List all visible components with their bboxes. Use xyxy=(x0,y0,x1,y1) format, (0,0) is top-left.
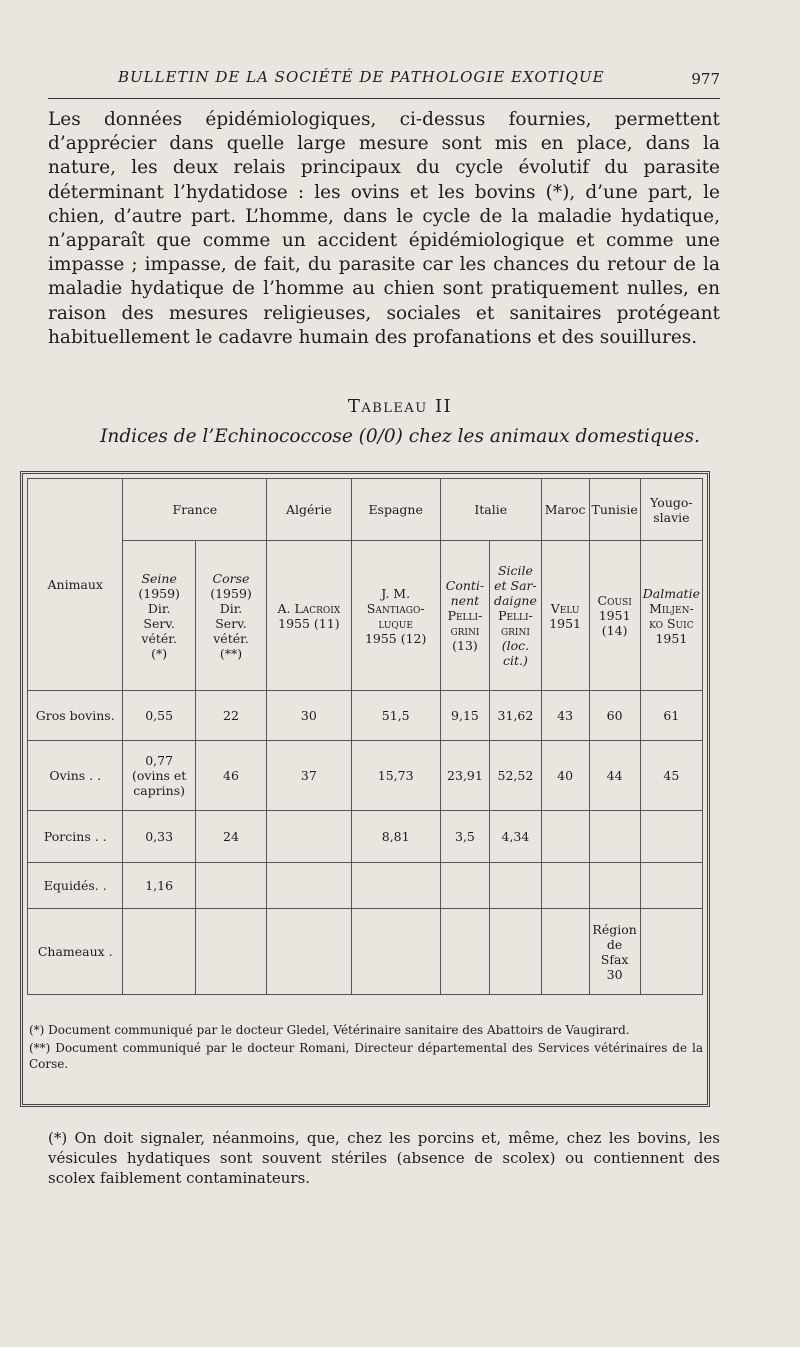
source-seine: Seine (1959) Dir. Serv. vétér. (*) xyxy=(123,541,195,691)
running-header xyxy=(48,64,720,99)
value-cell: 3,5 xyxy=(440,811,489,863)
country-maroc: Maroc xyxy=(541,479,589,541)
country-espagne: Espagne xyxy=(351,479,440,541)
value-cell xyxy=(195,863,266,909)
table-label: Tableau II xyxy=(347,396,453,417)
table-row xyxy=(28,691,703,741)
table-note-seine: (*) Document communiqué par le docteur Gledel, Vétérinaire sanitaire des Abattoirs de Vaugirard. xyxy=(29,1023,630,1037)
value-cell: 9,15 xyxy=(440,691,489,741)
value-cell xyxy=(589,863,640,909)
value-cell: 61 xyxy=(640,691,702,741)
value-cell: 22 xyxy=(195,691,266,741)
animal-label: Porcins . . xyxy=(28,811,123,863)
value-cell xyxy=(123,909,195,995)
value-cell xyxy=(267,909,351,995)
value-cell xyxy=(440,909,489,995)
value-cell: 60 xyxy=(589,691,640,741)
value-cell: 43 xyxy=(541,691,589,741)
source-yougoslavie: Dalmatie Miljen- ko Suic 1951 xyxy=(640,541,702,691)
animal-label: Ovins . . xyxy=(28,741,123,811)
ovins-note: (ovins et caprins) xyxy=(131,768,187,798)
source-italie-sicile: Sicile et Sar- daigne Pelli- grini (loc. cit.) xyxy=(490,541,542,691)
value-cell xyxy=(541,863,589,909)
page-footnote: (*) On doit signaler, néanmoins, que, chez les porcins et, même, chez les bovins, les vésicules hydatiques sont souvent stériles (absence de scolex) ou contiennent des scolex faiblement contaminateurs. xyxy=(48,1129,720,1187)
journal-title: BULLETIN DE LA SOCIÉTÉ DE PATHOLOGIE EXOTIQUE xyxy=(118,68,605,86)
value-cell: 51,5 xyxy=(351,691,440,741)
source-italie-continent: Conti- nent Pelli- grini (13) xyxy=(440,541,489,691)
echinococcosis-table xyxy=(27,478,703,995)
value-cell xyxy=(541,811,589,863)
value-cell xyxy=(490,863,542,909)
value-cell xyxy=(640,909,702,995)
table-caption: Indices de l’Echinococcose (0/0) chez les animaux domestiques. xyxy=(100,426,700,447)
value-cell: 8,81 xyxy=(351,811,440,863)
value-cell xyxy=(640,811,702,863)
value-cell: 24 xyxy=(195,811,266,863)
value-cell: 45 xyxy=(640,741,702,811)
value-cell xyxy=(440,863,489,909)
source-corse: Corse (1959) Dir. Serv. vétér. (**) xyxy=(195,541,266,691)
value-cell xyxy=(195,909,266,995)
country-yougoslavie: Yougo-slavie xyxy=(640,479,702,541)
table-row xyxy=(28,811,703,863)
source-tunisie: Cousi 1951 (14) xyxy=(589,541,640,691)
country-tunisie: Tunisie xyxy=(589,479,640,541)
animal-label: Chameaux . xyxy=(28,909,123,995)
animals-header: Animaux xyxy=(28,479,123,691)
value-cell: 0,77 (ovins et caprins) xyxy=(123,741,195,811)
table-row xyxy=(28,909,703,995)
value-cell xyxy=(351,863,440,909)
value-cell: 46 xyxy=(195,741,266,811)
value-cell: 44 xyxy=(589,741,640,811)
value-cell: 31,62 xyxy=(490,691,542,741)
value-cell: 30 xyxy=(267,691,351,741)
value-cell: 0,33 xyxy=(123,811,195,863)
table-frame xyxy=(20,471,710,1107)
country-france: France xyxy=(123,479,267,541)
country-algerie: Algérie xyxy=(267,479,351,541)
value-cell xyxy=(541,909,589,995)
country-header-row xyxy=(28,479,703,541)
value-cell: 1,16 xyxy=(123,863,195,909)
value-cell: 15,73 xyxy=(351,741,440,811)
source-maroc: Velu 1951 xyxy=(541,541,589,691)
value-cell xyxy=(267,863,351,909)
table-row xyxy=(28,863,703,909)
source-header-row xyxy=(28,541,703,691)
body-paragraph: Les données épidémiologiques, ci-dessus fournies, permettent d’apprécier dans quelle large mesure sont mis en place, dans la nature, les deux relais principaux du cycle évolutif du parasite déterminant l’hydatidose : les ovins et les bovins (*), d’une part, le chien, d’autre part. L’homme, dans le cycle de la maladie hydatique, n’apparaît que comme un accident épidémiologique et comme une impasse ; impasse, de fait, du parasite car les chances du retour de la maladie hydatique de l’homme au chien sont pratiquement nulles, en raison des mesures religieuses, sociales et sanitaires protégeant habituellement le cadavre humain des profanations et des souillures. xyxy=(48,109,720,348)
page-number: 977 xyxy=(691,70,720,88)
value-cell xyxy=(490,909,542,995)
table-row xyxy=(28,741,703,811)
country-italie: Italie xyxy=(440,479,541,541)
value-cell: Région de Sfax 30 xyxy=(589,909,640,995)
source-espagne: J. M. Santiago- luque 1955 (12) xyxy=(351,541,440,691)
table-notes xyxy=(29,1022,703,1074)
animal-label: Equidés. . xyxy=(28,863,123,909)
value-cell xyxy=(267,811,351,863)
table-note-corse: (**) Document communiqué par le docteur Romani, Directeur départemental des Services vétérinaires de la Corse. xyxy=(29,1041,703,1071)
value-cell: 0,55 xyxy=(123,691,195,741)
value-cell: 37 xyxy=(267,741,351,811)
value-cell xyxy=(351,909,440,995)
animal-label: Gros bovins. xyxy=(28,691,123,741)
source-algerie: A. Lacroix 1955 (11) xyxy=(267,541,351,691)
value-cell xyxy=(589,811,640,863)
value-cell: 23,91 xyxy=(440,741,489,811)
value-cell: 40 xyxy=(541,741,589,811)
value-cell: 4,34 xyxy=(490,811,542,863)
value-cell xyxy=(640,863,702,909)
value-cell: 52,52 xyxy=(490,741,542,811)
